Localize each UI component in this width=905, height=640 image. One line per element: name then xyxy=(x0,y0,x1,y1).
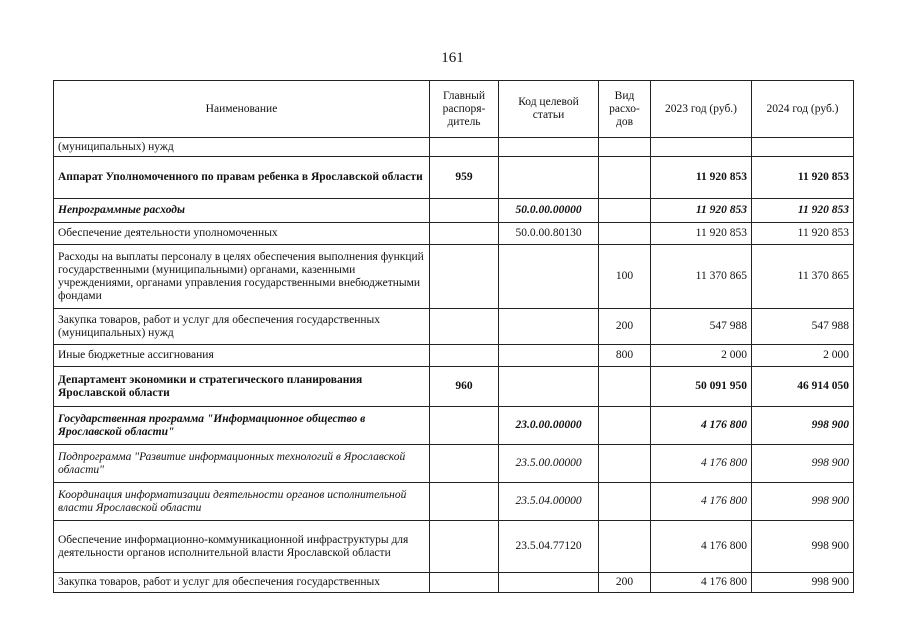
cell-2024 xyxy=(752,138,854,157)
cell-2024: 547 988 xyxy=(752,309,854,345)
cell-2023: 4 176 800 xyxy=(651,407,752,445)
cell-2023: 11 920 853 xyxy=(651,199,752,223)
cell-2024: 46 914 050 xyxy=(752,367,854,407)
table-row xyxy=(54,345,854,367)
cell-2023: 11 920 853 xyxy=(651,223,752,245)
table-row xyxy=(54,573,854,593)
cell-2023: 4 176 800 xyxy=(651,573,752,593)
cell-code xyxy=(499,157,599,199)
cell-type xyxy=(599,138,651,157)
cell-manager xyxy=(430,573,499,593)
cell-2023: 50 091 950 xyxy=(651,367,752,407)
cell-code: 23.0.00.00000 xyxy=(499,407,599,445)
table-row xyxy=(54,199,854,223)
cell-2023: 2 000 xyxy=(651,345,752,367)
cell-2024: 11 920 853 xyxy=(752,223,854,245)
cell-type: 200 xyxy=(599,573,651,593)
cell-code: 50.0.00.80130 xyxy=(499,223,599,245)
cell-type xyxy=(599,223,651,245)
cell-type: 800 xyxy=(599,345,651,367)
cell-name: Аппарат Уполномоченного по правам ребенка в Ярославской области xyxy=(54,157,430,199)
cell-code: 23.5.04.00000 xyxy=(499,483,599,521)
cell-manager xyxy=(430,445,499,483)
cell-code: 50.0.00.00000 xyxy=(499,199,599,223)
table-row xyxy=(54,367,854,407)
cell-type xyxy=(599,445,651,483)
header-type: Вид расхо-дов xyxy=(599,81,651,138)
cell-type xyxy=(599,521,651,573)
header-code: Код целевой статьи xyxy=(499,81,599,138)
cell-manager xyxy=(430,309,499,345)
header-2024: 2024 год (руб.) xyxy=(752,81,854,138)
cell-code xyxy=(499,309,599,345)
cell-name: Иные бюджетные ассигнования xyxy=(54,345,430,367)
cell-type xyxy=(599,483,651,521)
cell-code xyxy=(499,345,599,367)
cell-name: Закупка товаров, работ и услуг для обеспечения государственных (муниципальных) нужд xyxy=(54,309,430,345)
cell-type xyxy=(599,157,651,199)
cell-code xyxy=(499,245,599,309)
table-row xyxy=(54,445,854,483)
cell-2024: 11 920 853 xyxy=(752,199,854,223)
cell-2024: 998 900 xyxy=(752,445,854,483)
cell-type: 200 xyxy=(599,309,651,345)
cell-2024: 998 900 xyxy=(752,407,854,445)
table-row xyxy=(54,223,854,245)
cell-2023: 4 176 800 xyxy=(651,483,752,521)
cell-manager xyxy=(430,245,499,309)
table-row xyxy=(54,245,854,309)
cell-2024: 998 900 xyxy=(752,483,854,521)
cell-manager: 960 xyxy=(430,367,499,407)
cell-manager xyxy=(430,407,499,445)
cell-type xyxy=(599,199,651,223)
cell-manager xyxy=(430,483,499,521)
cell-code xyxy=(499,138,599,157)
cell-type: 100 xyxy=(599,245,651,309)
budget-table xyxy=(53,80,854,593)
cell-name: Обеспечение информационно-коммуникационной инфраструктуры для деятельности органов исполнительной власти Ярославской области xyxy=(54,521,430,573)
cell-code xyxy=(499,367,599,407)
cell-type xyxy=(599,367,651,407)
cell-name: (муниципальных) нужд xyxy=(54,138,430,157)
cell-manager xyxy=(430,138,499,157)
cell-type xyxy=(599,407,651,445)
cell-name: Расходы на выплаты персоналу в целях обеспечения выполнения функций государственными (муниципальными) органами, казенными учреждениями, органами управления государственными внебюджетными фондами xyxy=(54,245,430,309)
cell-name: Обеспечение деятельности уполномоченных xyxy=(54,223,430,245)
cell-name: Подпрограмма "Развитие информационных технологий в Ярославской области" xyxy=(54,445,430,483)
cell-2024: 11 920 853 xyxy=(752,157,854,199)
cell-2024: 11 370 865 xyxy=(752,245,854,309)
table-header-row xyxy=(54,81,854,138)
cell-2024: 2 000 xyxy=(752,345,854,367)
table-row xyxy=(54,407,854,445)
cell-code xyxy=(499,573,599,593)
table-row xyxy=(54,309,854,345)
page-number: 161 xyxy=(441,50,464,66)
table-row xyxy=(54,157,854,199)
cell-2024: 998 900 xyxy=(752,521,854,573)
cell-code: 23.5.04.77120 xyxy=(499,521,599,573)
cell-2023: 547 988 xyxy=(651,309,752,345)
cell-2023: 11 920 853 xyxy=(651,157,752,199)
header-name: Наименование xyxy=(54,81,430,138)
cell-2023: 11 370 865 xyxy=(651,245,752,309)
cell-manager xyxy=(430,345,499,367)
cell-name: Координация информатизации деятельности органов исполнительной власти Ярославской области xyxy=(54,483,430,521)
cell-manager xyxy=(430,199,499,223)
cell-name: Закупка товаров, работ и услуг для обеспечения государственных xyxy=(54,573,430,593)
table-row xyxy=(54,521,854,573)
cell-2024: 998 900 xyxy=(752,573,854,593)
cell-manager xyxy=(430,521,499,573)
cell-name: Государственная программа "Информационное общество в Ярославской области" xyxy=(54,407,430,445)
header-manager: Главный распоря-дитель xyxy=(430,81,499,138)
cell-code: 23.5.00.00000 xyxy=(499,445,599,483)
cell-2023: 4 176 800 xyxy=(651,445,752,483)
cell-2023 xyxy=(651,138,752,157)
table-row xyxy=(54,138,854,157)
cell-name: Департамент экономики и стратегического планирования Ярославской области xyxy=(54,367,430,407)
cell-manager: 959 xyxy=(430,157,499,199)
header-2023: 2023 год (руб.) xyxy=(651,81,752,138)
cell-2023: 4 176 800 xyxy=(651,521,752,573)
table-row xyxy=(54,483,854,521)
cell-manager xyxy=(430,223,499,245)
cell-name: Непрограммные расходы xyxy=(54,199,430,223)
